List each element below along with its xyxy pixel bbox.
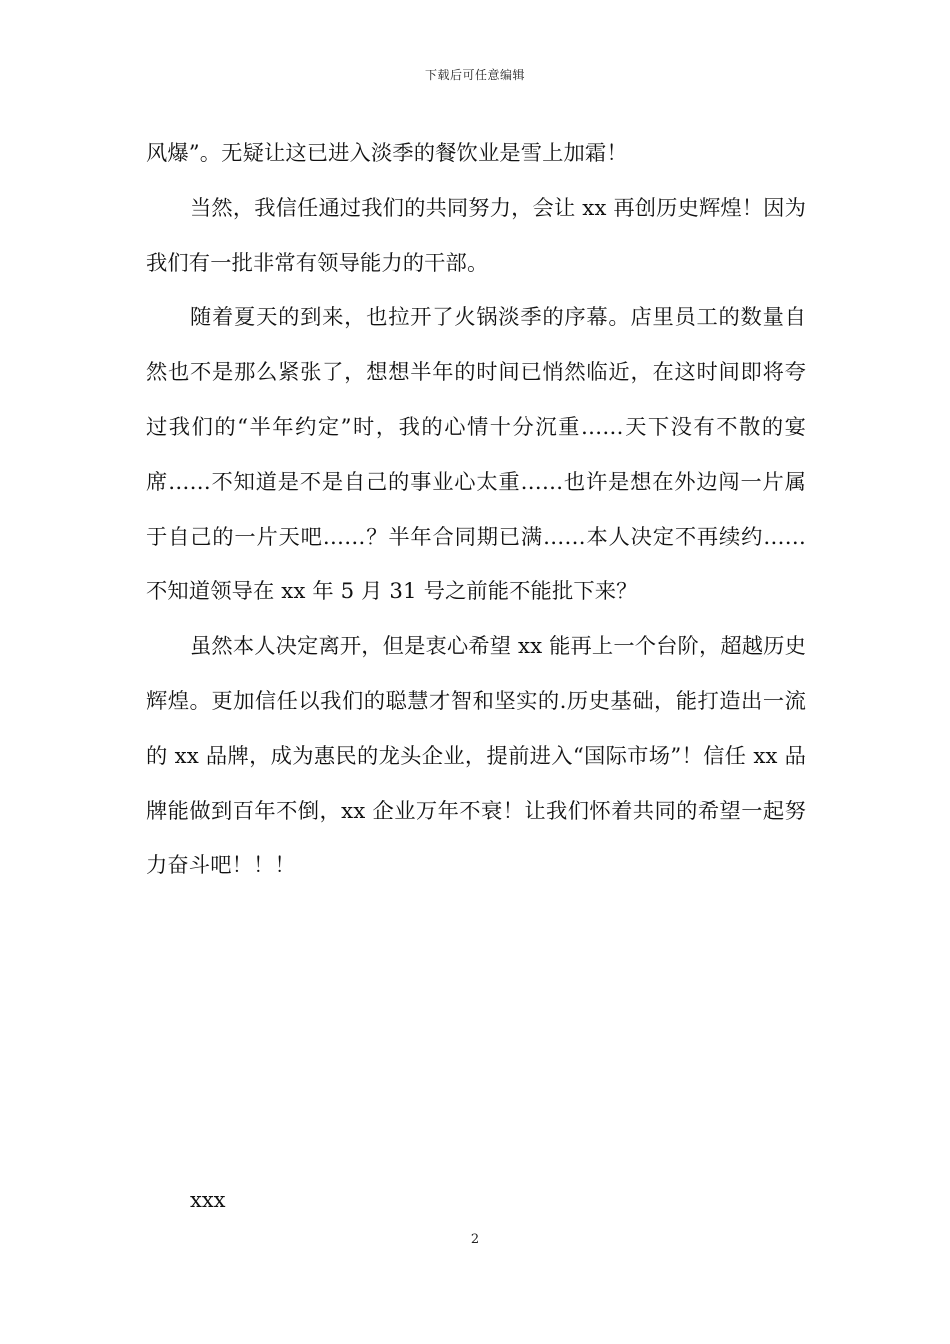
paragraph: 虽然本人决定离开，但是衷心希望 xx 能再上一个台阶，超越历史辉煌。更加信任以我们的聪慧才智和坚实的.历史基础，能打造出一流的 xx 品牌，成为惠民的龙头企业，提前进入“国际市场”！信任 xx 品牌能做到百年不倒，xx 企业万年不衰！让我们怀着共同的希望一起努力奋斗吧！！！ [146, 634, 806, 879]
page-header: 下载后可任意编辑 [424, 68, 525, 82]
signature: xxx [190, 1188, 226, 1212]
paragraph: 随着夏天的到来，也拉开了火锅淡季的序幕。店里员工的数量自然也不是那么紧张了，想想半年的时间已悄然临近，在这时间即将夸过我们的“半年约定”时，我的心情十分沉重……天下没有不散的宴席……不知道是不是自己的事业心太重……也许是想在外边闯一片属于自己的一片天吧……？半年合同期已满……本人决定不再续约……不知道领导在 xx 年 5 月 31 号之前能不能批下来？ [146, 305, 806, 605]
paragraph: 当然，我信任通过我们的共同努力，会让 xx 再创历史辉煌！因为我们有一批非常有领导能力的干部。 [146, 195, 806, 276]
paragraph-continued: 风爆”。无疑让这已进入淡季的餐饮业是雪上加霜！ [146, 141, 628, 166]
document-body [146, 127, 806, 894]
page-number: 2 [470, 1232, 480, 1247]
